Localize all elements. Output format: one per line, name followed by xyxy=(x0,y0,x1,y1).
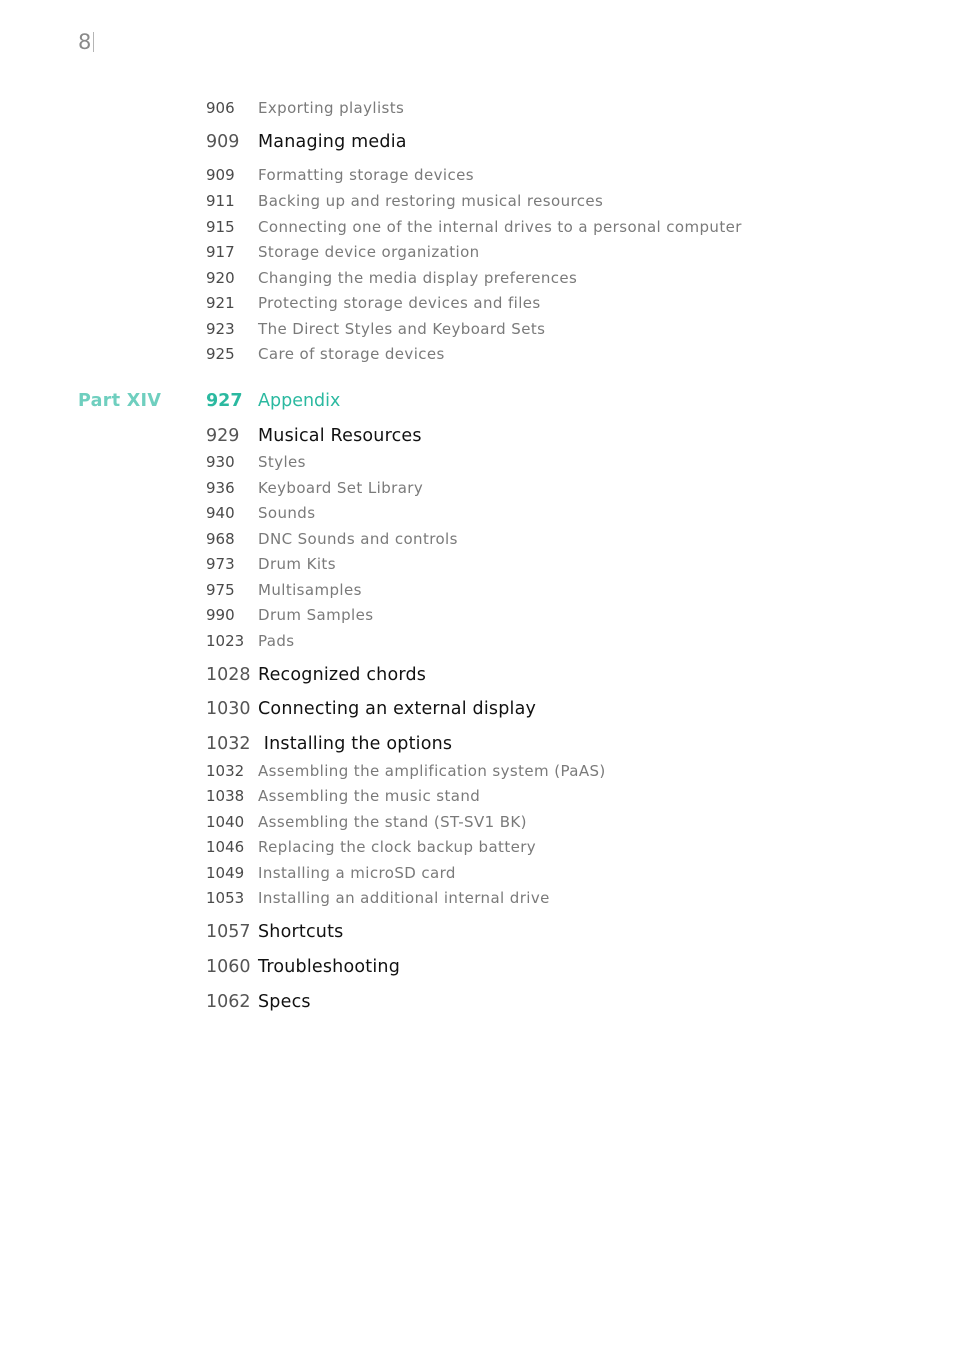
toc-page-number: 973 xyxy=(206,555,235,573)
toc-title: The Direct Styles and Keyboard Sets xyxy=(258,320,546,338)
toc-part-label: Part XIV xyxy=(78,391,162,411)
toc-title: Troubleshooting xyxy=(258,957,401,977)
toc-page-number: 990 xyxy=(206,606,235,624)
toc-title: Backing up and restoring musical resources xyxy=(258,192,604,210)
toc-page-number: 1060 xyxy=(206,957,251,977)
toc-page-number: 927 xyxy=(206,391,243,411)
toc-page-number: 1062 xyxy=(206,992,251,1012)
toc-title: Storage device organization xyxy=(258,243,480,261)
toc-title: Keyboard Set Library xyxy=(258,479,424,497)
toc-title: DNC Sounds and controls xyxy=(258,530,458,548)
toc-page-number: 909 xyxy=(206,132,240,152)
toc-title: Replacing the clock backup battery xyxy=(258,838,537,856)
toc-page-number: 1023 xyxy=(206,632,245,650)
toc-title: Assembling the music stand xyxy=(258,787,481,805)
toc-page-number: 1040 xyxy=(206,813,245,831)
toc-page-number: 920 xyxy=(206,269,235,287)
toc-page-number: 911 xyxy=(206,192,235,210)
toc-title: Changing the media display preferences xyxy=(258,269,578,287)
toc-page-number: 936 xyxy=(206,479,235,497)
toc-title: Installing an additional internal drive xyxy=(258,889,550,907)
toc-title: Assembling the amplification system (PaAS) xyxy=(258,762,606,780)
toc-page-number: 1053 xyxy=(206,889,245,907)
toc-title: Drum Kits xyxy=(258,555,336,573)
toc-page-number: 909 xyxy=(206,166,235,184)
toc-title: Exporting playlists xyxy=(258,99,405,117)
toc-title: Protecting storage devices and files xyxy=(258,294,541,312)
toc-title: Managing media xyxy=(258,132,407,152)
toc-title: Connecting one of the internal drives to a personal computer xyxy=(258,218,742,236)
toc-page-number: 915 xyxy=(206,218,235,236)
toc-title: Formatting storage devices xyxy=(258,166,474,184)
toc-title: Sounds xyxy=(258,504,316,522)
toc-page-number: 925 xyxy=(206,345,235,363)
toc-page-number: 917 xyxy=(206,243,235,261)
toc-page-number: 1030 xyxy=(206,699,251,719)
toc-title: Connecting an external display xyxy=(258,699,537,719)
page-number-divider xyxy=(93,32,94,52)
toc-page-number: 1049 xyxy=(206,864,245,882)
toc-page-number: 1046 xyxy=(206,838,245,856)
toc-page-number: 940 xyxy=(206,504,235,522)
toc-page-number: 1028 xyxy=(206,665,251,685)
toc-page-number: 930 xyxy=(206,453,235,471)
toc-page-number: 975 xyxy=(206,581,235,599)
toc-title: Musical Resources xyxy=(258,426,422,446)
toc-page-number: 929 xyxy=(206,426,240,446)
page-number xyxy=(78,30,94,54)
toc-title: Care of storage devices xyxy=(258,345,445,363)
toc-title: Recognized chords xyxy=(258,665,427,685)
toc-title: Specs xyxy=(258,992,311,1012)
toc-title: Assembling the stand (ST-SV1 BK) xyxy=(258,813,527,831)
toc-title: Installing the options xyxy=(258,734,453,754)
toc-page-number: 906 xyxy=(206,99,235,117)
page-number-text: 8 xyxy=(78,30,92,54)
toc-title: Appendix xyxy=(258,391,341,411)
toc-title: Styles xyxy=(258,453,306,471)
toc-page-number: 1032 xyxy=(206,762,245,780)
toc-page-number: 1038 xyxy=(206,787,245,805)
toc-page-number: 921 xyxy=(206,294,235,312)
toc-title: Shortcuts xyxy=(258,922,344,942)
toc-page-number: 923 xyxy=(206,320,235,338)
toc-title: Installing a microSD card xyxy=(258,864,456,882)
toc-page-number: 1032 xyxy=(206,734,251,754)
toc-page-number: 1057 xyxy=(206,922,251,942)
toc-title: Multisamples xyxy=(258,581,362,599)
toc-title: Drum Samples xyxy=(258,606,374,624)
toc-page-number: 968 xyxy=(206,530,235,548)
toc-title: Pads xyxy=(258,632,295,650)
